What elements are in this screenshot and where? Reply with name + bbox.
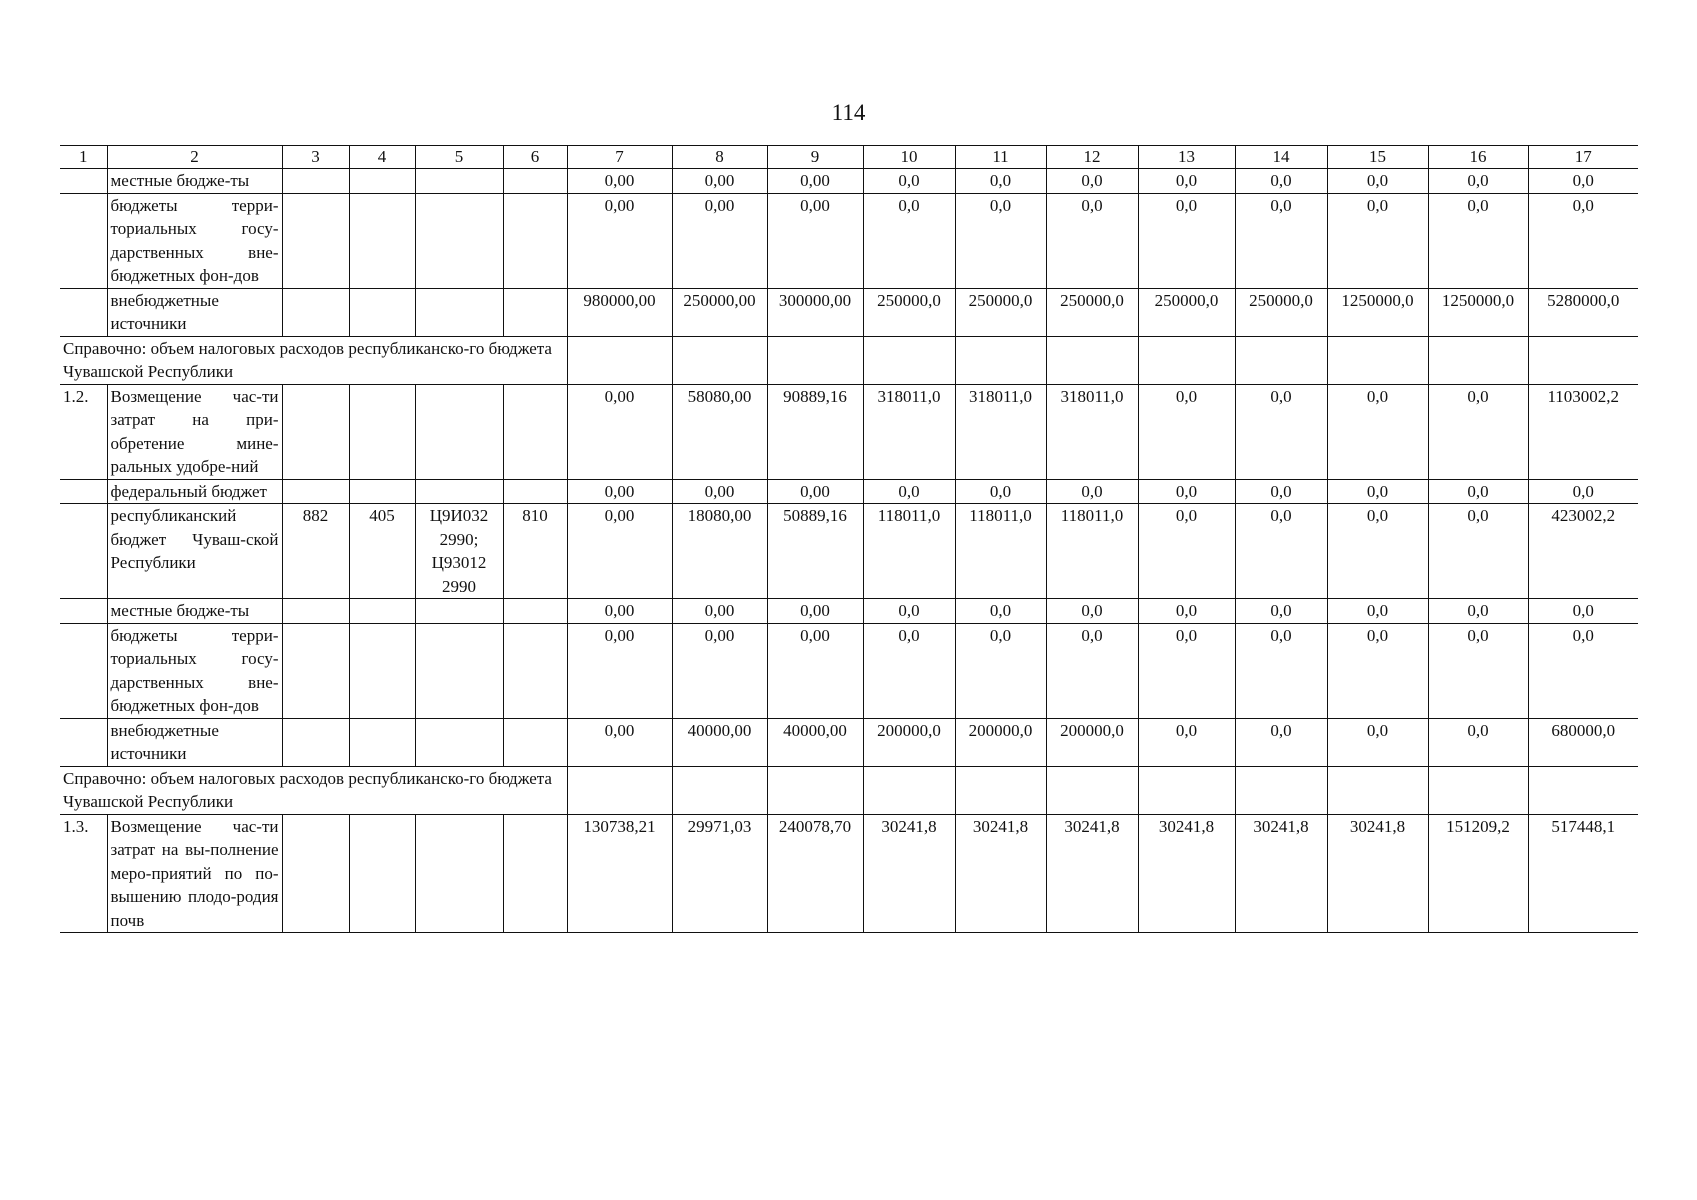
value-col-7: 130738,21 xyxy=(567,814,672,933)
value-col-9: 50889,16 xyxy=(767,504,863,599)
reference-row xyxy=(60,766,1638,814)
code-expense-type: 810 xyxy=(503,504,567,599)
code-section xyxy=(349,718,415,766)
value-col-8: 29971,03 xyxy=(672,814,767,933)
header-cell-9: 9 xyxy=(767,146,863,169)
header-cell-14: 14 xyxy=(1235,146,1327,169)
value-col-7: 0,00 xyxy=(567,599,672,624)
value-col-11: 318011,0 xyxy=(955,384,1046,479)
value-col-8: 0,00 xyxy=(672,623,767,718)
value-col-15: 0,0 xyxy=(1327,718,1428,766)
value-col-9: 0,00 xyxy=(767,193,863,288)
code-grbs xyxy=(282,384,349,479)
row-index xyxy=(60,623,107,718)
value-col-16: 0,0 xyxy=(1428,193,1528,288)
code-expense-type xyxy=(503,599,567,624)
code-section xyxy=(349,288,415,336)
value-col-14: 0,0 xyxy=(1235,193,1327,288)
row-index xyxy=(60,504,107,599)
value-col-17: 0,0 xyxy=(1528,193,1638,288)
value-col-17: 0,0 xyxy=(1528,169,1638,194)
value-col-8: 18080,00 xyxy=(672,504,767,599)
value-col-16: 0,0 xyxy=(1428,384,1528,479)
code-expense-type xyxy=(503,193,567,288)
value-col-8: 0,00 xyxy=(672,599,767,624)
code-section xyxy=(349,814,415,933)
value-col-12: 200000,0 xyxy=(1046,718,1138,766)
code-section xyxy=(349,169,415,194)
value-col-10: 318011,0 xyxy=(863,384,955,479)
code-section xyxy=(349,599,415,624)
value-col-13: 250000,0 xyxy=(1138,288,1235,336)
value-col-13: 0,0 xyxy=(1138,504,1235,599)
code-grbs xyxy=(282,814,349,933)
value-col-9: 0,00 xyxy=(767,599,863,624)
code-grbs: 882 xyxy=(282,504,349,599)
value-col-15: 0,0 xyxy=(1327,504,1428,599)
value-col-14: 0,0 xyxy=(1235,599,1327,624)
value-col-9: 0,00 xyxy=(767,623,863,718)
value-col-8: 0,00 xyxy=(672,479,767,504)
code-section xyxy=(349,623,415,718)
code-target xyxy=(415,479,503,504)
code-grbs xyxy=(282,193,349,288)
value-col-8: 250000,00 xyxy=(672,288,767,336)
table-row xyxy=(60,718,1638,766)
value-col-12: 0,0 xyxy=(1046,599,1138,624)
row-name: бюджеты терри-ториальных госу-дарственных вне-бюджетных фон-дов xyxy=(107,623,282,718)
value-col-7: 0,00 xyxy=(567,623,672,718)
value-col-16: 0,0 xyxy=(1428,599,1528,624)
value-col-12: 0,0 xyxy=(1046,169,1138,194)
value-col-16: 1250000,0 xyxy=(1428,288,1528,336)
header-cell-12: 12 xyxy=(1046,146,1138,169)
value-col-15: 0,0 xyxy=(1327,169,1428,194)
empty-cell xyxy=(1046,766,1138,814)
value-col-7: 0,00 xyxy=(567,504,672,599)
code-expense-type xyxy=(503,384,567,479)
empty-cell xyxy=(1138,336,1235,384)
row-index xyxy=(60,169,107,194)
code-target xyxy=(415,288,503,336)
value-col-17: 680000,0 xyxy=(1528,718,1638,766)
value-col-15: 0,0 xyxy=(1327,599,1428,624)
value-col-9: 90889,16 xyxy=(767,384,863,479)
table-row xyxy=(60,623,1638,718)
value-col-11: 0,0 xyxy=(955,169,1046,194)
row-index xyxy=(60,599,107,624)
value-col-16: 0,0 xyxy=(1428,479,1528,504)
value-col-12: 30241,8 xyxy=(1046,814,1138,933)
value-col-15: 30241,8 xyxy=(1327,814,1428,933)
value-col-11: 250000,0 xyxy=(955,288,1046,336)
value-col-8: 0,00 xyxy=(672,193,767,288)
code-target xyxy=(415,718,503,766)
budget-table xyxy=(60,145,1638,933)
header-cell-2: 2 xyxy=(107,146,282,169)
value-col-9: 0,00 xyxy=(767,479,863,504)
table-row xyxy=(60,288,1638,336)
header-cell-1: 1 xyxy=(60,146,107,169)
empty-cell xyxy=(1428,336,1528,384)
row-name: местные бюдже-ты xyxy=(107,599,282,624)
header-cell-17: 17 xyxy=(1528,146,1638,169)
reference-text: Справочно: объем налоговых расходов республиканско-го бюджета Чувашской Республики xyxy=(60,766,567,814)
code-target xyxy=(415,384,503,479)
value-col-10: 0,0 xyxy=(863,169,955,194)
reference-text: Справочно: объем налоговых расходов республиканско-го бюджета Чувашской Республики xyxy=(60,336,567,384)
value-col-7: 980000,00 xyxy=(567,288,672,336)
value-col-7: 0,00 xyxy=(567,479,672,504)
code-section: 405 xyxy=(349,504,415,599)
page-number: 114 xyxy=(831,100,866,125)
value-col-10: 0,0 xyxy=(863,479,955,504)
value-col-14: 0,0 xyxy=(1235,479,1327,504)
table-row xyxy=(60,504,1638,599)
value-col-12: 0,0 xyxy=(1046,479,1138,504)
header-cell-13: 13 xyxy=(1138,146,1235,169)
code-target xyxy=(415,599,503,624)
value-col-13: 30241,8 xyxy=(1138,814,1235,933)
value-col-17: 517448,1 xyxy=(1528,814,1638,933)
code-expense-type xyxy=(503,814,567,933)
empty-cell xyxy=(1327,766,1428,814)
code-target: Ц9И032 2990; Ц93012 2990 xyxy=(415,504,503,599)
empty-cell xyxy=(767,336,863,384)
value-col-14: 0,0 xyxy=(1235,718,1327,766)
header-cell-16: 16 xyxy=(1428,146,1528,169)
code-grbs xyxy=(282,169,349,194)
value-col-14: 0,0 xyxy=(1235,384,1327,479)
empty-cell xyxy=(955,766,1046,814)
empty-cell xyxy=(672,766,767,814)
value-col-9: 40000,00 xyxy=(767,718,863,766)
value-col-11: 200000,0 xyxy=(955,718,1046,766)
value-col-14: 0,0 xyxy=(1235,169,1327,194)
value-col-10: 118011,0 xyxy=(863,504,955,599)
empty-cell xyxy=(1235,336,1327,384)
code-section xyxy=(349,193,415,288)
value-col-13: 0,0 xyxy=(1138,718,1235,766)
header-row xyxy=(60,146,1638,169)
code-expense-type xyxy=(503,169,567,194)
value-col-11: 0,0 xyxy=(955,599,1046,624)
table-row xyxy=(60,814,1638,933)
row-name: Возмещение час-ти затрат на вы-полнение меро-приятий по по-вышению плодо-родия почв xyxy=(107,814,282,933)
row-name: внебюджетные источники xyxy=(107,718,282,766)
value-col-14: 0,0 xyxy=(1235,623,1327,718)
value-col-8: 0,00 xyxy=(672,169,767,194)
table-row xyxy=(60,479,1638,504)
value-col-10: 200000,0 xyxy=(863,718,955,766)
empty-cell xyxy=(1327,336,1428,384)
row-index xyxy=(60,193,107,288)
code-expense-type xyxy=(503,479,567,504)
row-name: бюджеты терри-ториальных госу-дарственных вне-бюджетных фон-дов xyxy=(107,193,282,288)
value-col-13: 0,0 xyxy=(1138,479,1235,504)
row-index xyxy=(60,718,107,766)
table-row xyxy=(60,384,1638,479)
value-col-17: 0,0 xyxy=(1528,599,1638,624)
value-col-8: 58080,00 xyxy=(672,384,767,479)
table-row xyxy=(60,169,1638,194)
code-expense-type xyxy=(503,718,567,766)
row-name: внебюджетные источники xyxy=(107,288,282,336)
empty-cell xyxy=(1138,766,1235,814)
value-col-9: 300000,00 xyxy=(767,288,863,336)
value-col-17: 423002,2 xyxy=(1528,504,1638,599)
value-col-14: 30241,8 xyxy=(1235,814,1327,933)
value-col-15: 1250000,0 xyxy=(1327,288,1428,336)
empty-cell xyxy=(767,766,863,814)
value-col-12: 250000,0 xyxy=(1046,288,1138,336)
code-section xyxy=(349,479,415,504)
code-grbs xyxy=(282,599,349,624)
row-index: 1.3. xyxy=(60,814,107,933)
header-cell-3: 3 xyxy=(282,146,349,169)
code-target xyxy=(415,623,503,718)
value-col-15: 0,0 xyxy=(1327,193,1428,288)
empty-cell xyxy=(567,766,672,814)
value-col-17: 0,0 xyxy=(1528,623,1638,718)
empty-cell xyxy=(863,766,955,814)
empty-cell xyxy=(567,336,672,384)
header-cell-6: 6 xyxy=(503,146,567,169)
value-col-14: 0,0 xyxy=(1235,504,1327,599)
code-section xyxy=(349,384,415,479)
value-col-7: 0,00 xyxy=(567,193,672,288)
code-target xyxy=(415,193,503,288)
value-col-9: 0,00 xyxy=(767,169,863,194)
code-expense-type xyxy=(503,623,567,718)
value-col-10: 0,0 xyxy=(863,599,955,624)
value-col-17: 5280000,0 xyxy=(1528,288,1638,336)
value-col-11: 0,0 xyxy=(955,479,1046,504)
value-col-15: 0,0 xyxy=(1327,384,1428,479)
value-col-15: 0,0 xyxy=(1327,479,1428,504)
value-col-11: 118011,0 xyxy=(955,504,1046,599)
value-col-7: 0,00 xyxy=(567,169,672,194)
code-grbs xyxy=(282,288,349,336)
value-col-7: 0,00 xyxy=(567,718,672,766)
code-grbs xyxy=(282,623,349,718)
value-col-10: 0,0 xyxy=(863,623,955,718)
code-target xyxy=(415,169,503,194)
row-index: 1.2. xyxy=(60,384,107,479)
header-cell-5: 5 xyxy=(415,146,503,169)
value-col-13: 0,0 xyxy=(1138,193,1235,288)
empty-cell xyxy=(1428,766,1528,814)
value-col-12: 118011,0 xyxy=(1046,504,1138,599)
table-row xyxy=(60,193,1638,288)
row-name: местные бюдже-ты xyxy=(107,169,282,194)
value-col-10: 30241,8 xyxy=(863,814,955,933)
value-col-16: 0,0 xyxy=(1428,169,1528,194)
code-expense-type xyxy=(503,288,567,336)
code-grbs xyxy=(282,718,349,766)
value-col-10: 0,0 xyxy=(863,193,955,288)
value-col-17: 0,0 xyxy=(1528,479,1638,504)
value-col-11: 0,0 xyxy=(955,193,1046,288)
empty-cell xyxy=(672,336,767,384)
value-col-8: 40000,00 xyxy=(672,718,767,766)
empty-cell xyxy=(1528,336,1638,384)
value-col-13: 0,0 xyxy=(1138,623,1235,718)
row-name: республиканский бюджет Чуваш-ской Республики xyxy=(107,504,282,599)
empty-cell xyxy=(955,336,1046,384)
value-col-14: 250000,0 xyxy=(1235,288,1327,336)
code-grbs xyxy=(282,479,349,504)
row-name: федеральный бюджет xyxy=(107,479,282,504)
empty-cell xyxy=(1046,336,1138,384)
reference-row xyxy=(60,336,1638,384)
code-target xyxy=(415,814,503,933)
header-cell-8: 8 xyxy=(672,146,767,169)
value-col-15: 0,0 xyxy=(1327,623,1428,718)
value-col-12: 0,0 xyxy=(1046,623,1138,718)
value-col-17: 1103002,2 xyxy=(1528,384,1638,479)
row-name: Возмещение час-ти затрат на при-обретение мине-ральных удобре-ний xyxy=(107,384,282,479)
header-cell-15: 15 xyxy=(1327,146,1428,169)
value-col-9: 240078,70 xyxy=(767,814,863,933)
empty-cell xyxy=(1528,766,1638,814)
header-cell-4: 4 xyxy=(349,146,415,169)
value-col-13: 0,0 xyxy=(1138,169,1235,194)
value-col-16: 151209,2 xyxy=(1428,814,1528,933)
header-cell-11: 11 xyxy=(955,146,1046,169)
table-row xyxy=(60,599,1638,624)
value-col-16: 0,0 xyxy=(1428,504,1528,599)
value-col-12: 318011,0 xyxy=(1046,384,1138,479)
value-col-7: 0,00 xyxy=(567,384,672,479)
header-cell-7: 7 xyxy=(567,146,672,169)
row-index xyxy=(60,479,107,504)
value-col-16: 0,0 xyxy=(1428,718,1528,766)
row-index xyxy=(60,288,107,336)
empty-cell xyxy=(1235,766,1327,814)
value-col-16: 0,0 xyxy=(1428,623,1528,718)
header-cell-10: 10 xyxy=(863,146,955,169)
value-col-12: 0,0 xyxy=(1046,193,1138,288)
value-col-10: 250000,0 xyxy=(863,288,955,336)
value-col-13: 0,0 xyxy=(1138,384,1235,479)
value-col-11: 0,0 xyxy=(955,623,1046,718)
value-col-13: 0,0 xyxy=(1138,599,1235,624)
empty-cell xyxy=(863,336,955,384)
value-col-11: 30241,8 xyxy=(955,814,1046,933)
